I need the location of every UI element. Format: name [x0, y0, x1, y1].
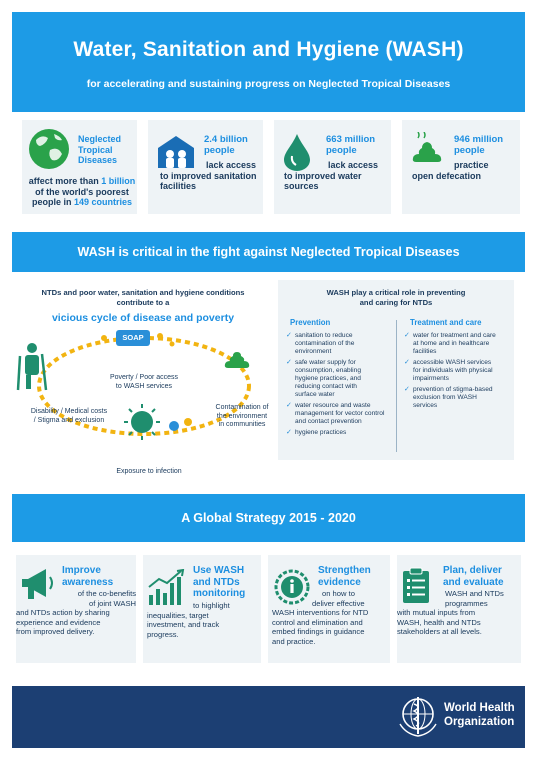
cycle-intro: NTDs and poor water, sanitation and hygiene conditions contribute to a — [41, 288, 245, 307]
care-list — [404, 332, 512, 413]
stat-sanitation-body: lack access to improved sanitation facilities — [160, 160, 257, 191]
strategy-awareness-heading: Improve awareness — [62, 565, 114, 588]
prevention-item: ✓ hygiene practices — [286, 429, 394, 437]
strategy-plan-body: WASH and NTDs programmes with mutual inputs from WASH, health and NTDs stakeholders at all levels. — [397, 589, 504, 637]
care-item: ✓ water for treatment and care at home and in healthcare facilities — [404, 332, 512, 356]
disability-person-icon — [18, 343, 46, 390]
stat-defecation-heading: 946 million people — [454, 134, 504, 156]
cycle-headline: vicious cycle of disease and poverty — [51, 312, 235, 324]
who-emblem-icon — [396, 694, 440, 740]
prevention-heading: Prevention — [290, 318, 331, 327]
stat-card-ntd — [22, 120, 137, 214]
soap-label: SOAP — [122, 333, 144, 342]
cycle-diagram — [12, 324, 274, 458]
strategy-evidence-heading: Strengthen evidence — [318, 565, 371, 588]
page-title: Water, Sanitation and Hygiene (WASH) — [73, 38, 464, 61]
strategy-plan-heading: Plan, deliver and evaluate — [443, 565, 504, 588]
cycle-exposure-label: Exposure to infection — [116, 468, 182, 475]
header-banner — [12, 12, 525, 112]
stat-ntd-heading: Neglected Tropical Diseases — [78, 134, 122, 165]
care-item: ✓ prevention of stigma-based exclusion from WASH services — [404, 386, 512, 410]
page-subtitle: for accelerating and sustaining progress on Neglected Tropical Diseases — [86, 78, 451, 90]
care-heading: Treatment and care — [410, 318, 482, 327]
banner-wash-critical: WASH is critical in the fight against Neglected Tropical Diseases — [12, 232, 525, 272]
prevention-item: ✓ sanitation to reduce contamination of the environment — [286, 332, 394, 356]
stat-card-defecation — [402, 120, 520, 214]
stat-water-body: lack access to improved water sources — [284, 160, 379, 191]
prevention-item: ✓ water resource and waste management for vector control and contact prevention — [286, 402, 394, 426]
footer-bar — [12, 686, 525, 748]
contamination-waste-icon — [225, 352, 249, 368]
strategy-card-plan — [397, 555, 521, 663]
strategy-awareness-body: of the co-benefits of joint WASH and NTDs action by sharing experience and evidence from improved delivery. — [16, 589, 136, 637]
stat-card-water — [274, 120, 391, 214]
strategy-card-evidence — [268, 555, 390, 663]
strategy-card-monitoring — [143, 555, 261, 663]
role-panel — [278, 280, 514, 460]
stat-defecation-body: practice open defecation — [412, 160, 489, 181]
prevention-item: ✓ safe water supply for consumption, enabling hygiene practices, and reducing contact with surface water — [286, 359, 394, 399]
strategy-monitoring-body: to highlight inequalities, target investment, and track progress. — [147, 601, 230, 639]
who-logo-text: World Health Organization — [444, 702, 515, 728]
role-divider — [396, 320, 397, 452]
stat-sanitation-heading: 2.4 billion people — [204, 134, 248, 156]
stat-card-sanitation — [148, 120, 263, 214]
cycle-poverty-label: Poverty / Poor access to WASH services — [109, 374, 179, 390]
prevention-list — [286, 332, 394, 440]
strategy-monitoring-heading: Use WASH and NTDs monitoring — [193, 565, 246, 599]
role-title: WASH play a critical role in preventing and caring for NTDs — [326, 288, 466, 307]
stat-water-heading: 663 million people — [326, 134, 376, 156]
care-item: ✓ accessible WASH services for individuals with physical impairments — [404, 359, 512, 383]
stat-ntd-body: affect more than 1 billion of the world's poorest people in 149 countries — [28, 176, 136, 207]
globe-icon — [28, 128, 70, 170]
cycle-contamination-label: Contamination of the environment in communities — [215, 404, 269, 428]
cycle-disability-label: Disability / Medical costs / Stigma and exclusion — [30, 408, 108, 424]
banner-global-strategy: A Global Strategy 2015 - 2020 — [12, 494, 525, 542]
strategy-evidence-body: on how to deliver effective WASH interventions for NTD control and elimination and embed findings in guidance and practice. — [272, 589, 369, 646]
strategy-card-awareness — [16, 555, 136, 663]
cycle-panel — [12, 280, 274, 475]
